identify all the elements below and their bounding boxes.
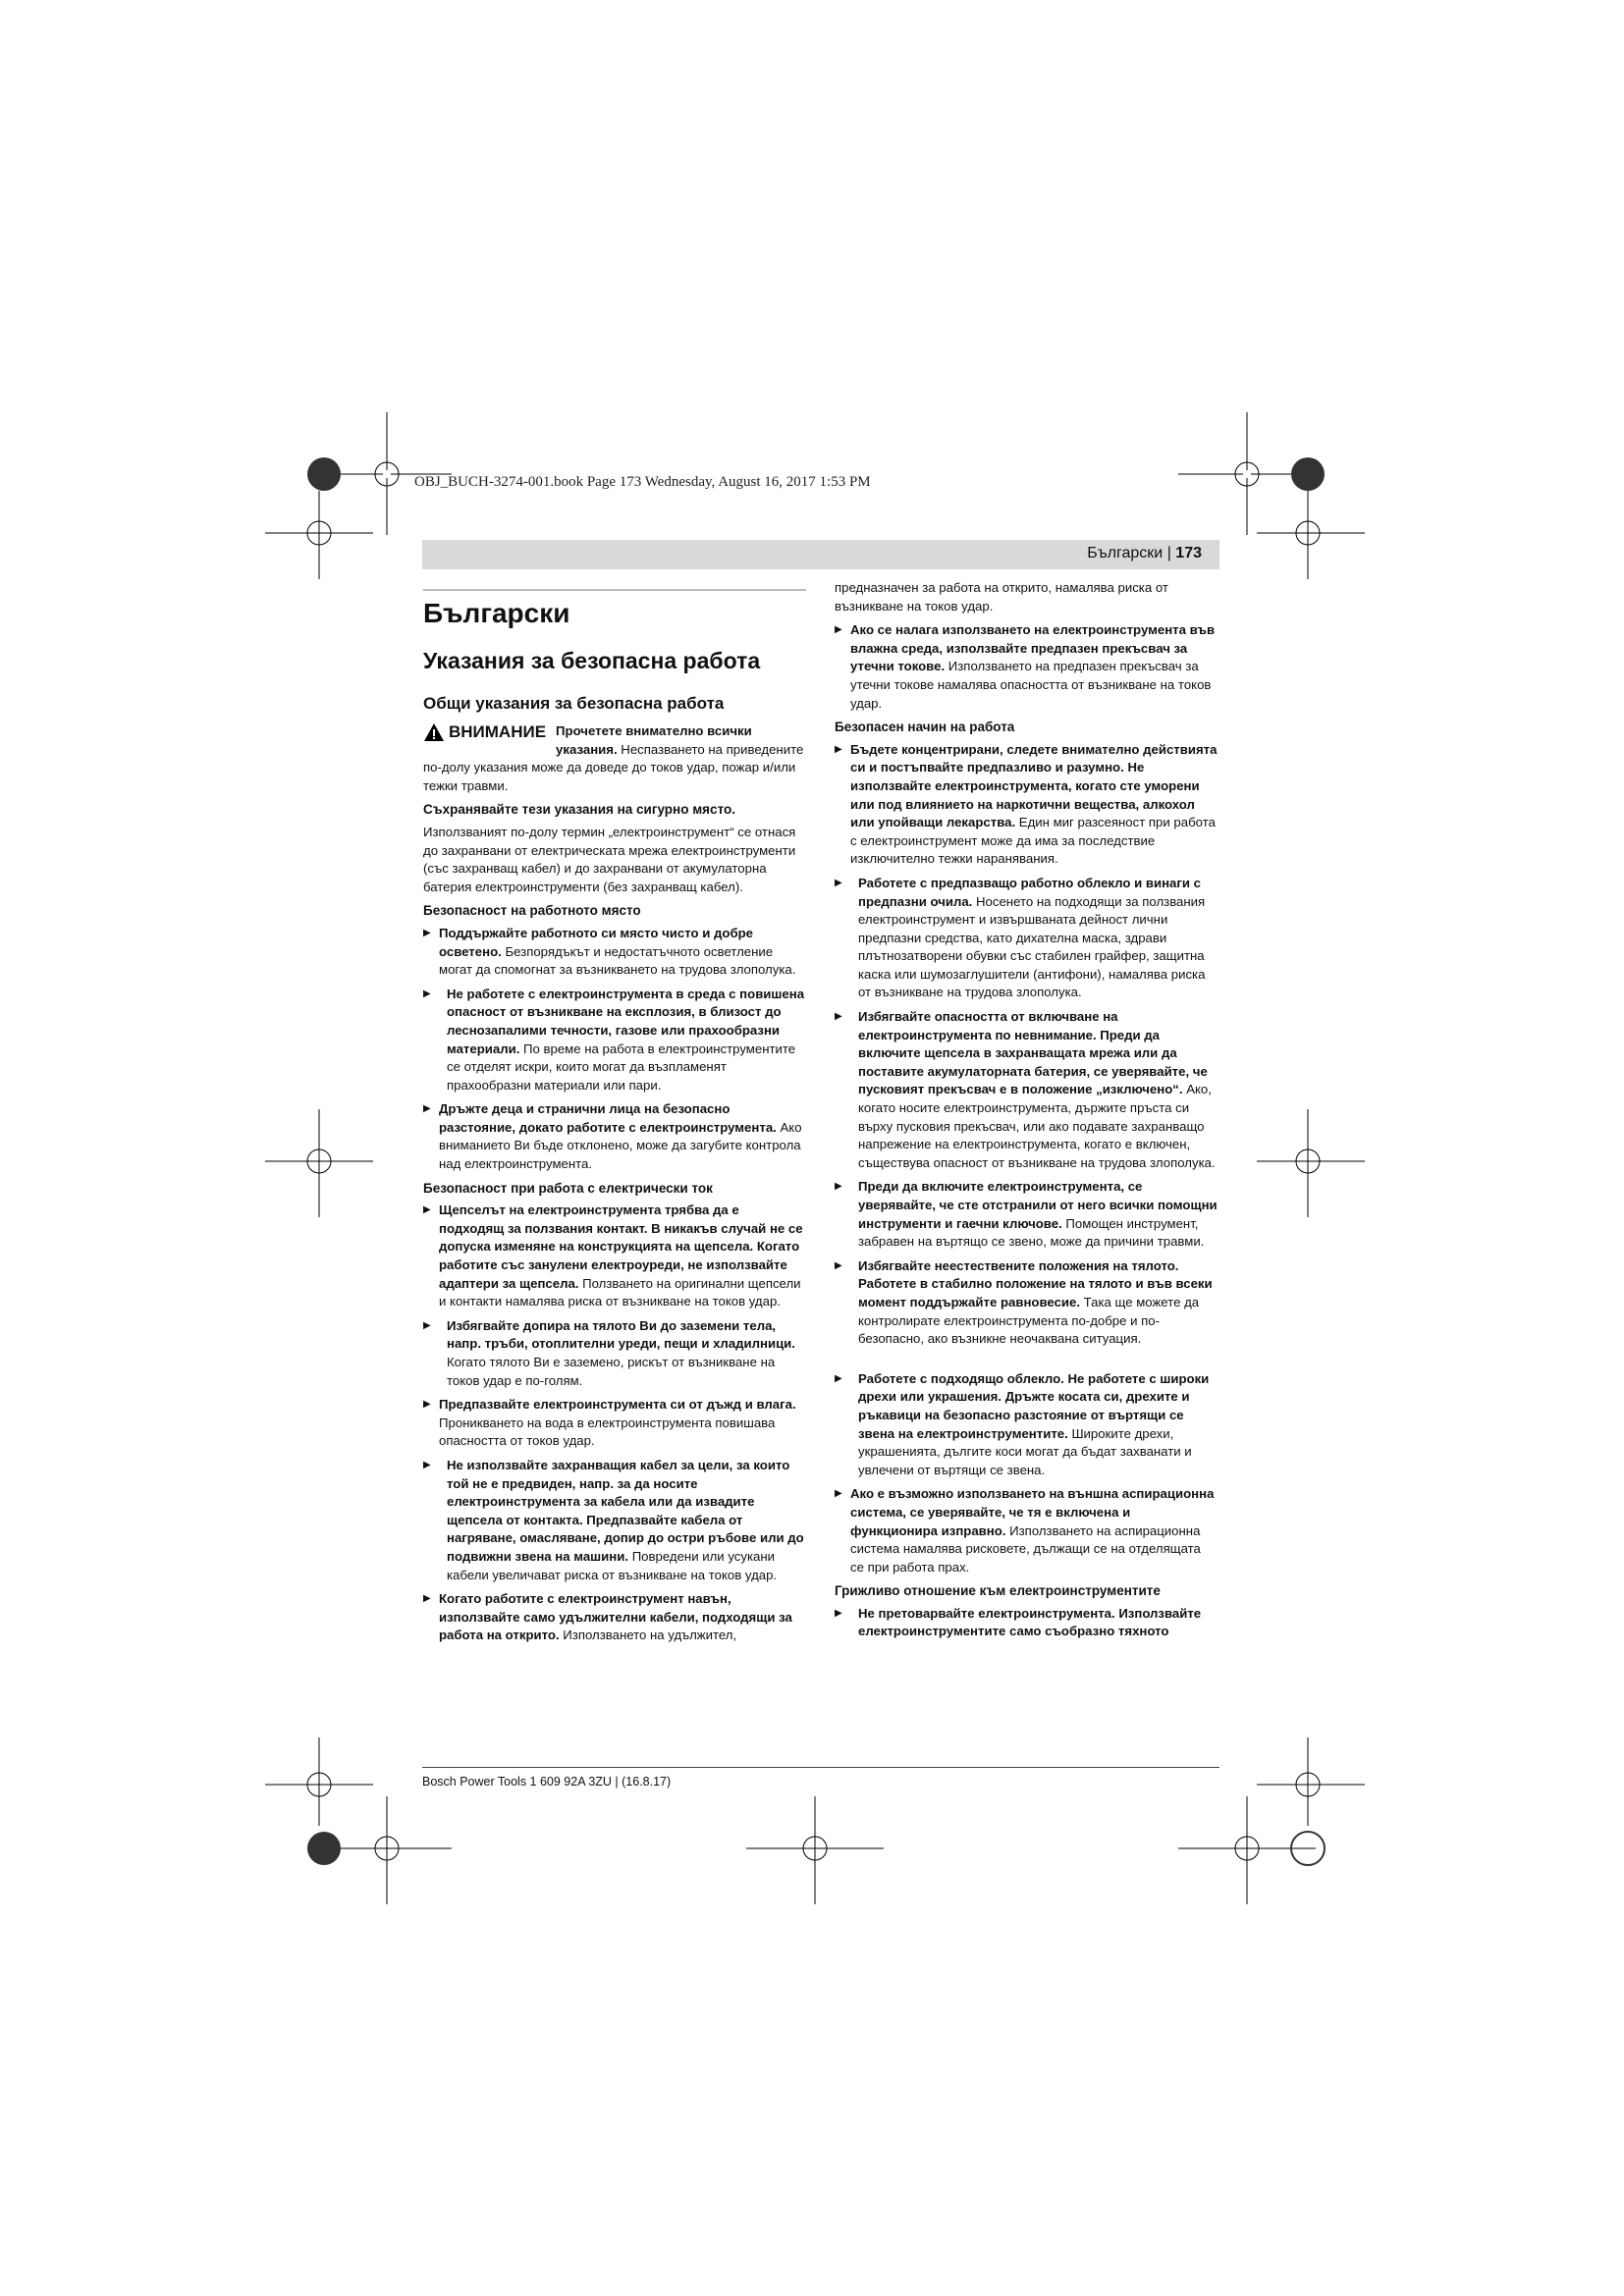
item-bold: Ако се налага използването на електроинструмента във влажна среда, използвайте предпазен прекъсвач за утечни токове.: [850, 622, 1216, 674]
warning-bold: Прочетете внимателно всички указания.: [556, 723, 752, 757]
header-text: Български | 173: [1087, 545, 1202, 561]
item-text: Безпорядъкът и недостатъчното осветление могат да спомогнат за възникването на трудова злополука.: [439, 943, 796, 978]
list-item: [423, 925, 806, 980]
item-bold: Не използвайте захранващия кабел за цели, за които той не е предвиден, напр. за да носите електроинструмента за кабела или да извадите щепсела от контакта. Предпазвайте кабела от нагряване, омасляване, допир до остри ръбове или до подвижни звена на машини.: [447, 1457, 804, 1564]
workplace-title: Безопасност на работното място: [423, 903, 641, 919]
list-item: [835, 1370, 1218, 1480]
item-bold: Предпазвайте електроинструмента си от дъжд и влага.: [439, 1397, 796, 1413]
general-title: Общи указания за безопасна работа: [423, 694, 725, 713]
item-bold: Преди да включите електроинструмента, се уверявайте, че сте отстранили от него всички помощни инструменти и гаечни ключове.: [858, 1179, 1218, 1231]
warning-text: Неспазването на приведените по-долу указания може да доведе до токов удар, пожар и/или тежки травми.: [423, 741, 804, 793]
warning-label: ВНИМАНИЕ: [449, 721, 547, 741]
item-text: Ползването на оригинални щепсели и контакти намалява риска от възникване на токов удар.: [439, 1275, 801, 1309]
list-item: [835, 621, 1218, 713]
item-bold: Бъдете концентрирани, следете внимателно действията си и постъпвайте предпазливо и разумно. Не използвайте електроинструмента, когато сте уморени или под влиянието на наркотични вещества, алкохол или упойващи лекарства.: [850, 741, 1218, 830]
section-title: Указания за безопасна работа: [423, 648, 761, 673]
footer-text: Bosch Power Tools 1 609 92A 3ZU | (16.8.17): [422, 1775, 672, 1789]
item-text: Широките дрехи, украшенията, дългите коси могат да бъдат захванати и увлечени от въртящи се звена.: [858, 1425, 1192, 1477]
warning-badge: [423, 722, 546, 742]
item-text: Така ще можете да контролирате електроинструмента по-добре и по-безопасно, ако възникне неочаквана ситуация.: [858, 1294, 1200, 1347]
list-item: [835, 741, 1218, 869]
item-text: Ако вниманието Ви бъде отклонено, може да загубите контрола над електроинструмента.: [439, 1119, 802, 1172]
right-column: [835, 579, 1218, 1647]
list-item: [835, 1257, 1218, 1349]
list-item: [835, 1605, 1218, 1641]
print-info: OBJ_BUCH-3274-001.book Page 173 Wednesday, August 16, 2017 1:53 PM: [414, 474, 871, 490]
item-text: Носенето на подходящи за ползвания електроинструмент и извършваната дейност лични предпазни средства, като дихателна маска, здрави плътнозатворени обувки със стабилен грайфер, защитна каска или шумозаглушители (антифони), намалява риска от възникване на трудова злополука.: [858, 893, 1206, 1000]
list-item: [835, 1178, 1218, 1251]
item-bold: Когато работите с електроинструмент навън, използвайте само удължителни кабели, подходящи за работа на открито.: [439, 1591, 792, 1643]
left-column: [423, 579, 806, 1651]
item-text: Използването на аспирационна система намалява рисковете, дължащи се на отделящата се при работа прах.: [850, 1522, 1201, 1575]
list-item: [423, 1396, 806, 1451]
header-language: Български: [1087, 545, 1164, 561]
item-text: Един миг разсеяност при работа с електроинструмент може да има за последствие изключително тежки наранявания.: [850, 815, 1216, 867]
item-bold: Не претоварвайте електроинструмента. Използвайте електроинструментите само съобразно тяхното: [858, 1605, 1202, 1639]
language-title: Български: [423, 589, 806, 628]
page-header: [422, 540, 1219, 569]
list-item: [423, 1590, 806, 1645]
list-item: [835, 1485, 1218, 1576]
item-bold: Работете с предпазващо работно облекло и винаги с предпазни очила.: [858, 875, 1201, 909]
safe-title: Безопасен начин на работа: [835, 720, 1015, 735]
care-title: Грижливо отношение към електроинструментите: [835, 1583, 1161, 1599]
item-bold: Щепселът на електроинструмента трябва да е подходящ за ползвания контакт. В никакъв случай не се допуска изменяне на конструкцията на щепсела. Когато работите със занулени електроуреди, не използвайте адаптери за щепсела.: [439, 1202, 803, 1291]
warning-paragraph: [423, 722, 806, 795]
list-item: [423, 1201, 806, 1311]
item-text: Когато тялото Ви е заземено, рискът от възникване на токов удар е по-голям.: [447, 1355, 776, 1388]
list-item: [835, 1008, 1218, 1172]
list-item: [423, 1317, 806, 1390]
list-item: [423, 986, 806, 1095]
page-number: 173: [1175, 545, 1202, 561]
footer-rule: [422, 1767, 1219, 1768]
item-bold: Работете с подходящо облекло. Не работете с широки дрехи или украшения. Дръжте косата си, дрехите и ръкавици на безопасно разстояние от въртящи се звена на електроинструментите.: [858, 1370, 1210, 1441]
term-text: Използваният по-долу термин „електроинструмент“ се отнася до захранвани от електрическата мрежа електроинструменти (със захранващ кабел) и до захранвани от акумулаторна батерия електроинструменти (без захранващ кабел).: [423, 824, 796, 894]
item-bold: Ако е възможно използването на външна аспирационна система, се уверявайте, че тя е включена и функционира изправно.: [850, 1486, 1215, 1538]
electric-title: Безопасност при работа с електрически ток: [423, 1180, 713, 1196]
list-item: [423, 1457, 806, 1584]
item-text: Проникването на вода в електроинструмента повишава опасността от токов удар.: [439, 1415, 776, 1449]
item-text: Използването на предпазен прекъсвач за утечни токове намалява опасността от възникване на токов удар.: [850, 659, 1212, 711]
item-bold: Дръжте деца и странични лица на безопасно разстояние, докато работите с електроинструмента.: [439, 1101, 777, 1135]
item-text: По време на работа в електроинструментите се отделят искри, които могат да възпламенят прахообразни материали или пари.: [447, 1041, 796, 1093]
item-text: Използването на удължител,: [559, 1628, 737, 1643]
continuation-text: предназначен за работа на открито, намалява риска от възникване на токов удар.: [835, 580, 1168, 614]
list-item: [423, 1100, 806, 1173]
item-text: Ако, когато носите електроинструмента, държите пръста си върху пусковия прекъсвач, или ако подавате захранващо напрежение на електроинструмента, когато е включен, съществува опасност от възникване на трудова злополука.: [858, 1082, 1216, 1170]
list-item: [835, 875, 1218, 1002]
item-text: Помощен инструмент, забравен на въртящо се звено, може да причини травми.: [858, 1215, 1205, 1250]
item-text: Повредени или усукани кабели увеличават риска от възникване на токов удар.: [447, 1548, 778, 1582]
warning-icon: [423, 722, 445, 742]
item-bold: Не работете с електроинструмента в среда с повишена опасност от възникване на експлозия, в близост до леснозапалими течности, газове или прахообразни материали.: [447, 986, 805, 1056]
item-bold: Избягвайте неестествените положения на тялото. Работете в стабилно положение на тялото и във всеки момент поддържайте равновесие.: [858, 1257, 1213, 1309]
keep-instructions: Съхранявайте тези указания на сигурно място.: [423, 802, 735, 818]
item-bold: Избягвайте опасността от включване на електроинструмента по невнимание. Преди да включите щепсела в захранващата мрежа или да поставите акумулаторната батерия, се уверявайте, че пусковият прекъсвач е в положение „изключено“.: [858, 1009, 1208, 1097]
item-bold: Избягвайте допира на тялото Ви до заземени тела, напр. тръби, отоплителни уреди, пещи и хладилници.: [447, 1317, 795, 1352]
item-bold: Поддържайте работното си място чисто и добре осветено.: [439, 925, 753, 959]
